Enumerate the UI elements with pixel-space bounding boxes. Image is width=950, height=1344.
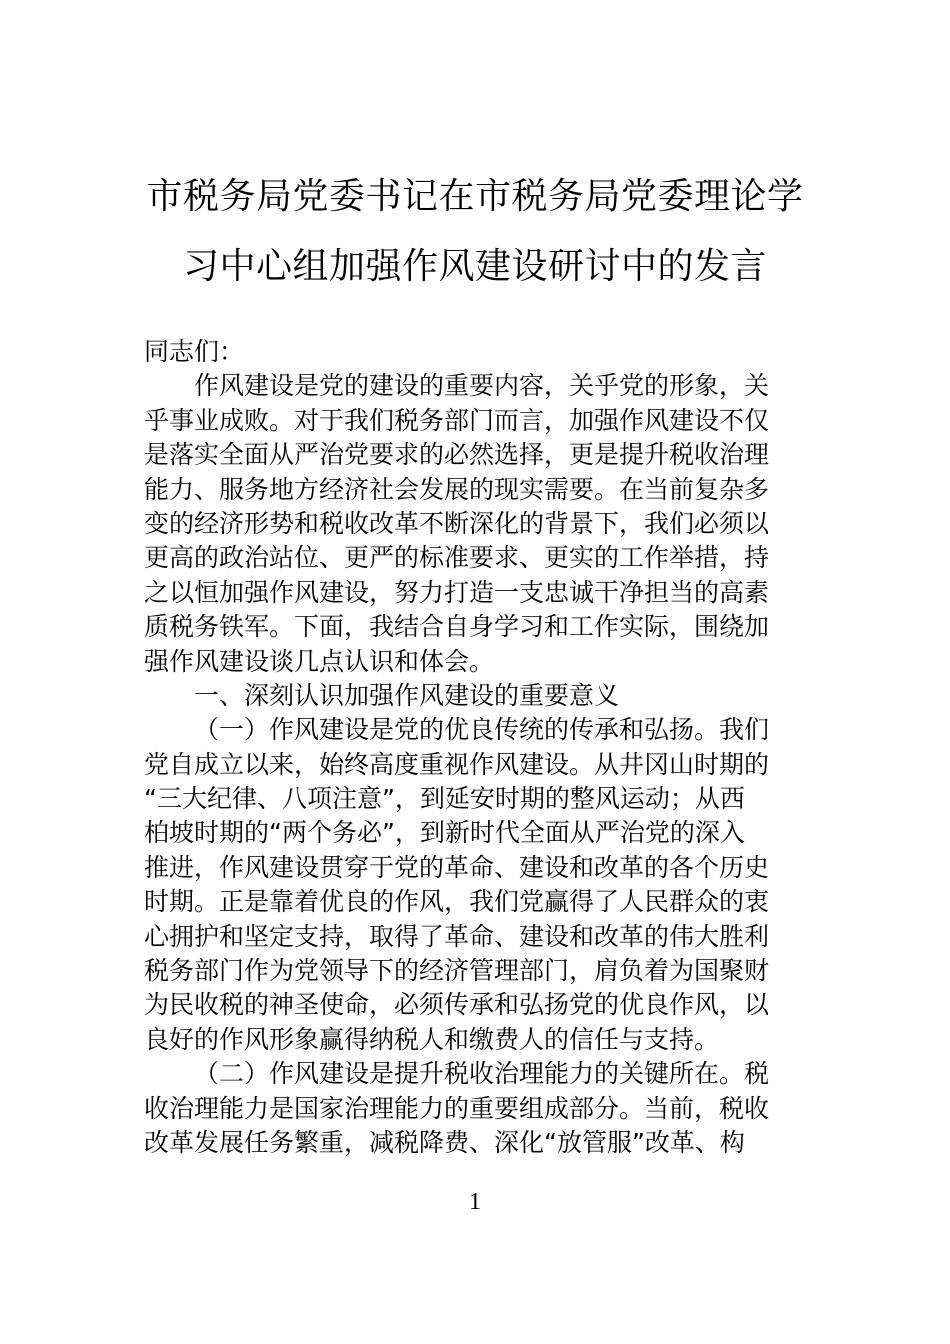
paragraph-line: （一）作风建设是党的优良传统的传承和弘扬。我们 [194,715,770,745]
paragraph-line: 推进，作风建设贯穿于党的革命、建设和改革的各个历史 [144,852,770,882]
paragraph-line: （二）作风建设是提升税收治理能力的关键所在。税 [194,1059,770,1089]
paragraph-line: 收治理能力是国家治理能力的重要组成部分。当前，税收 [144,1093,770,1123]
paragraph-line: 作风建设是党的建设的重要内容，关乎党的形象，关 [194,371,770,401]
paragraph-line: 变的经济形势和税收改革不断深化的背景下，我们必须以 [144,508,770,538]
paragraph-line: 是落实全面从严治党要求的必然选择，更是提升税收治理 [144,440,770,470]
document-title-line-2: 习中心组加强作风建设研讨中的发言 [182,246,767,287]
paragraph-line: 良好的作风形象赢得纳税人和缴费人的信任与支持。 [144,1024,720,1054]
paragraph-line: 更高的政治站位、更严的标准要求、更实的工作举措，持 [144,543,770,573]
document-title-line-1: 市税务局党委书记在市税务局党委理论学 [146,176,804,217]
page-number: 1 [469,1189,481,1215]
paragraph-line: 心拥护和坚定支持，取得了革命、建设和改革的伟大胜利 [144,921,770,951]
section-heading: 一、深刻认识加强作风建设的重要意义 [194,680,620,710]
paragraph-line: 柏坡时期的“两个务必”，到新时代全面从严治党的深入 [144,818,745,848]
document-body [144,335,814,1160]
paragraph-line: 之以恒加强作风建设，努力打造一支忠诚干净担当的高素 [144,577,770,607]
paragraph-line: 时期。正是靠着优良的作风，我们党赢得了人民群众的衷 [144,887,770,917]
paragraph-line: “三大纪律、八项注意”，到延安时期的整风运动；从西 [144,784,745,814]
salutation: 同志们： [144,337,245,366]
paragraph-line: 为民收税的神圣使命，必须传承和弘扬党的优良作风，以 [144,990,770,1020]
paragraph-line: 改革发展任务繁重，减税降费、深化“放管服”改革、构 [144,1127,745,1157]
paragraph-line: 能力、服务地方经济社会发展的现实需要。在当前复杂多 [144,474,770,504]
paragraph-line: 质税务铁军。下面，我结合自身学习和工作实际，围绕加 [144,612,770,642]
paragraph-line: 税务部门作为党领导下的经济管理部门，肩负着为国聚财 [144,956,770,986]
paragraph-line: 乎事业成败。对于我们税务部门而言，加强作风建设不仅 [144,405,770,435]
paragraph-line: 强作风建设谈几点认识和体会。 [144,646,495,676]
paragraph-line: 党自成立以来，始终高度重视作风建设。从井冈山时期的 [144,749,770,779]
